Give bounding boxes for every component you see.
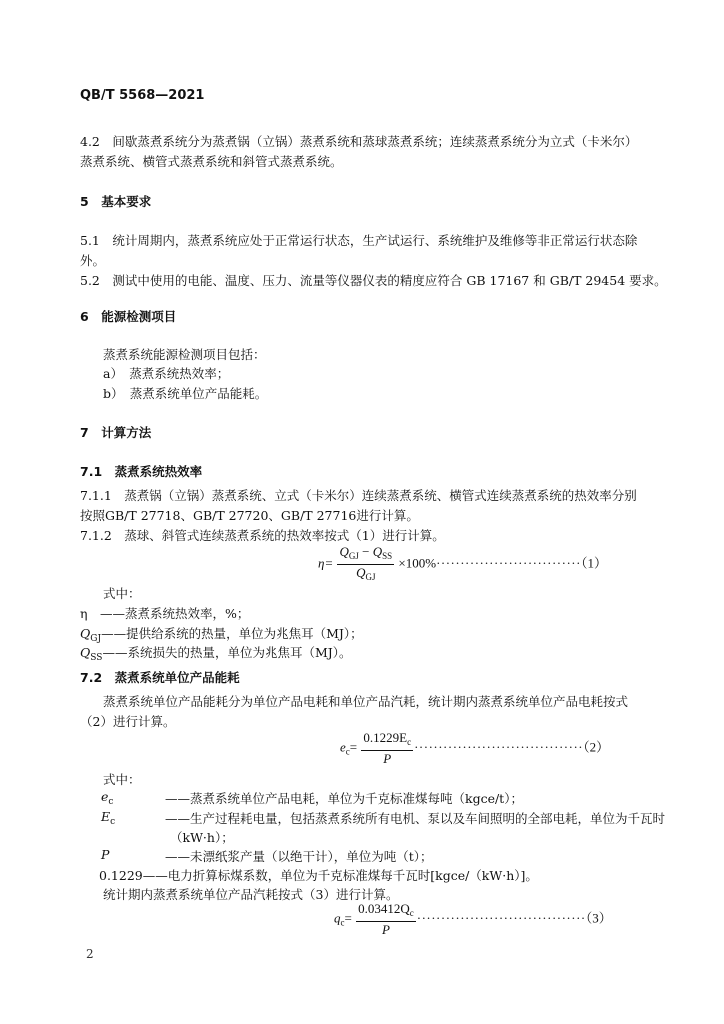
formula-3: $q_c=$ $\frac{0.03412Q_c}{P}$ ···································（3） (334, 901, 612, 937)
formula-1 (318, 544, 652, 585)
formula-1-tail: ×100% (398, 555, 437, 571)
section-6-heading: 6 能源检测项目 (80, 309, 177, 324)
page-number: 2 (86, 947, 94, 961)
formula-1-fraction (337, 544, 394, 585)
def-E-c-line2: （kW·h）； (170, 830, 234, 845)
def-e-c: ——蒸煮系统单位产品电耗，单位为千克标准煤每吨（kgce/t）； (165, 791, 523, 806)
section-5-heading: 5 基本要求 (80, 194, 152, 209)
clause-4-2 (80, 132, 652, 172)
def-P: ——未漂纸浆产量（以绝干计），单位为吨（t）； (165, 849, 433, 864)
clause-7-1-1-line1: 7.1.1 蒸煮锅（立锅）蒸煮系统、立式（卡米尔）连续蒸煮系统、横管式连续蒸煮系统的热效率分别 (80, 488, 637, 503)
def-eta: η ——蒸煮系统热效率，%； (80, 606, 250, 621)
def-e-c-symbol: $e_c$ (101, 789, 114, 807)
formula-3-numerator: $0.03412Q_c$ (356, 901, 416, 922)
formula-3-lhs: q (334, 910, 341, 926)
clause-7-1-1 (80, 486, 652, 526)
section-7-1-heading: 7.1 蒸煮系统热效率 (80, 464, 203, 479)
formula-3-leader: ··································· (416, 910, 586, 926)
def-E-c-symbol: $E_c$ (101, 809, 116, 827)
formula-2-number: （2） (583, 739, 610, 755)
clause-5-2: 5.2 测试中使用的电能、温度、压力、流量等仪器仪表的精度应符合 GB 17167 和 GB/T 29454 要求。 (80, 273, 667, 288)
formula-3-denominator: P (381, 922, 390, 937)
def-q-ss: $Q_{SS}——$系统损失的热量，单位为兆焦耳（MJ）。 (80, 645, 352, 663)
formula-1-leader: ······························ (436, 555, 581, 571)
clause-7-2-line2: （2）进行计算。 (80, 714, 176, 729)
clause-5-1 (80, 231, 652, 271)
clause-4-2-line2: 蒸煮系统、横管式蒸煮系统和斜管式蒸煮系统。 (80, 154, 343, 169)
document-id: QB/T 5568—2021 (80, 88, 205, 103)
list-item-b: b） 蒸煮系统单位产品能耗。 (103, 386, 268, 401)
formula-1-lhs: η= (318, 555, 334, 571)
formula-2-numerator: $0.1229E_c$ (361, 730, 413, 751)
def-E-c-line1: ——生产过程耗电量，包括蒸煮系统所有电机、泵以及车间照明的全部电耗，单位为千瓦时 (165, 811, 666, 826)
formula-2-fraction (361, 730, 413, 767)
formula-2-denominator: P (383, 751, 392, 766)
clause-7-2-intro (80, 692, 652, 732)
where-label-1: 式中： (103, 586, 141, 601)
clause-7-2-steam: 统计期内蒸煮系统单位产品汽耗按式（3）进行计算。 (103, 887, 399, 902)
formula-2-lhs: e (340, 739, 346, 755)
section-7-2-heading: 7.2 蒸煮系统单位产品能耗 (80, 670, 240, 685)
clause-7-1-2: 7.1.2 蒸球、斜管式连续蒸煮系统的热效率按式（1）进行计算。 (80, 528, 445, 543)
formula-2-leader: ··································· (414, 739, 584, 755)
def-q-gj: $Q_{GJ}——$提供给系统的热量，单位为兆焦耳（MJ）； (80, 626, 363, 644)
list-item-a: a） 蒸煮系统热效率； (103, 366, 230, 381)
formula-3-number: （3） (585, 910, 612, 926)
where-label-2: 式中： (103, 772, 141, 787)
formula-1-denominator: $Q_{GJ}$ (356, 565, 376, 582)
formula-3-fraction (356, 901, 416, 938)
def-0-1229: 0.1229——电力折算标煤系数，单位为千克标准煤每千瓦时[kgce/（kW·h）]。 (99, 868, 538, 883)
formula-2: $e_c=$ $\frac{0.1229E_c}{P}$ ···································（2） (340, 730, 610, 766)
clause-4-2-line1: 4.2 间歇蒸煮系统分为蒸煮锅（立锅）蒸煮系统和蒸球蒸煮系统；连续蒸煮系统分为立式（卡米尔） (80, 134, 638, 149)
clause-7-2-line1: 蒸煮系统单位产品能耗分为单位产品电耗和单位产品汽耗，统计期内蒸煮系统单位产品电耗按式 (103, 694, 629, 709)
clause-5-1-line1: 5.1 统计周期内，蒸煮系统应处于正常运行状态，生产试运行、系统维护及维修等非正常运行状态除 (80, 233, 638, 248)
section-7-heading: 7 计算方法 (80, 425, 152, 440)
formula-1-numerator: $Q_{GJ} - Q_{SS}$ (337, 544, 394, 565)
clause-7-1-1-line2: 按照GB/T 27718、GB/T 27720、GB/T 27716进行计算。 (80, 508, 419, 523)
clause-5-1-line2: 外。 (80, 253, 106, 268)
section-6-intro: 蒸煮系统能源检测项目包括： (103, 347, 266, 362)
def-P-symbol: P (101, 847, 110, 862)
formula-1-number: （1） (580, 555, 607, 571)
